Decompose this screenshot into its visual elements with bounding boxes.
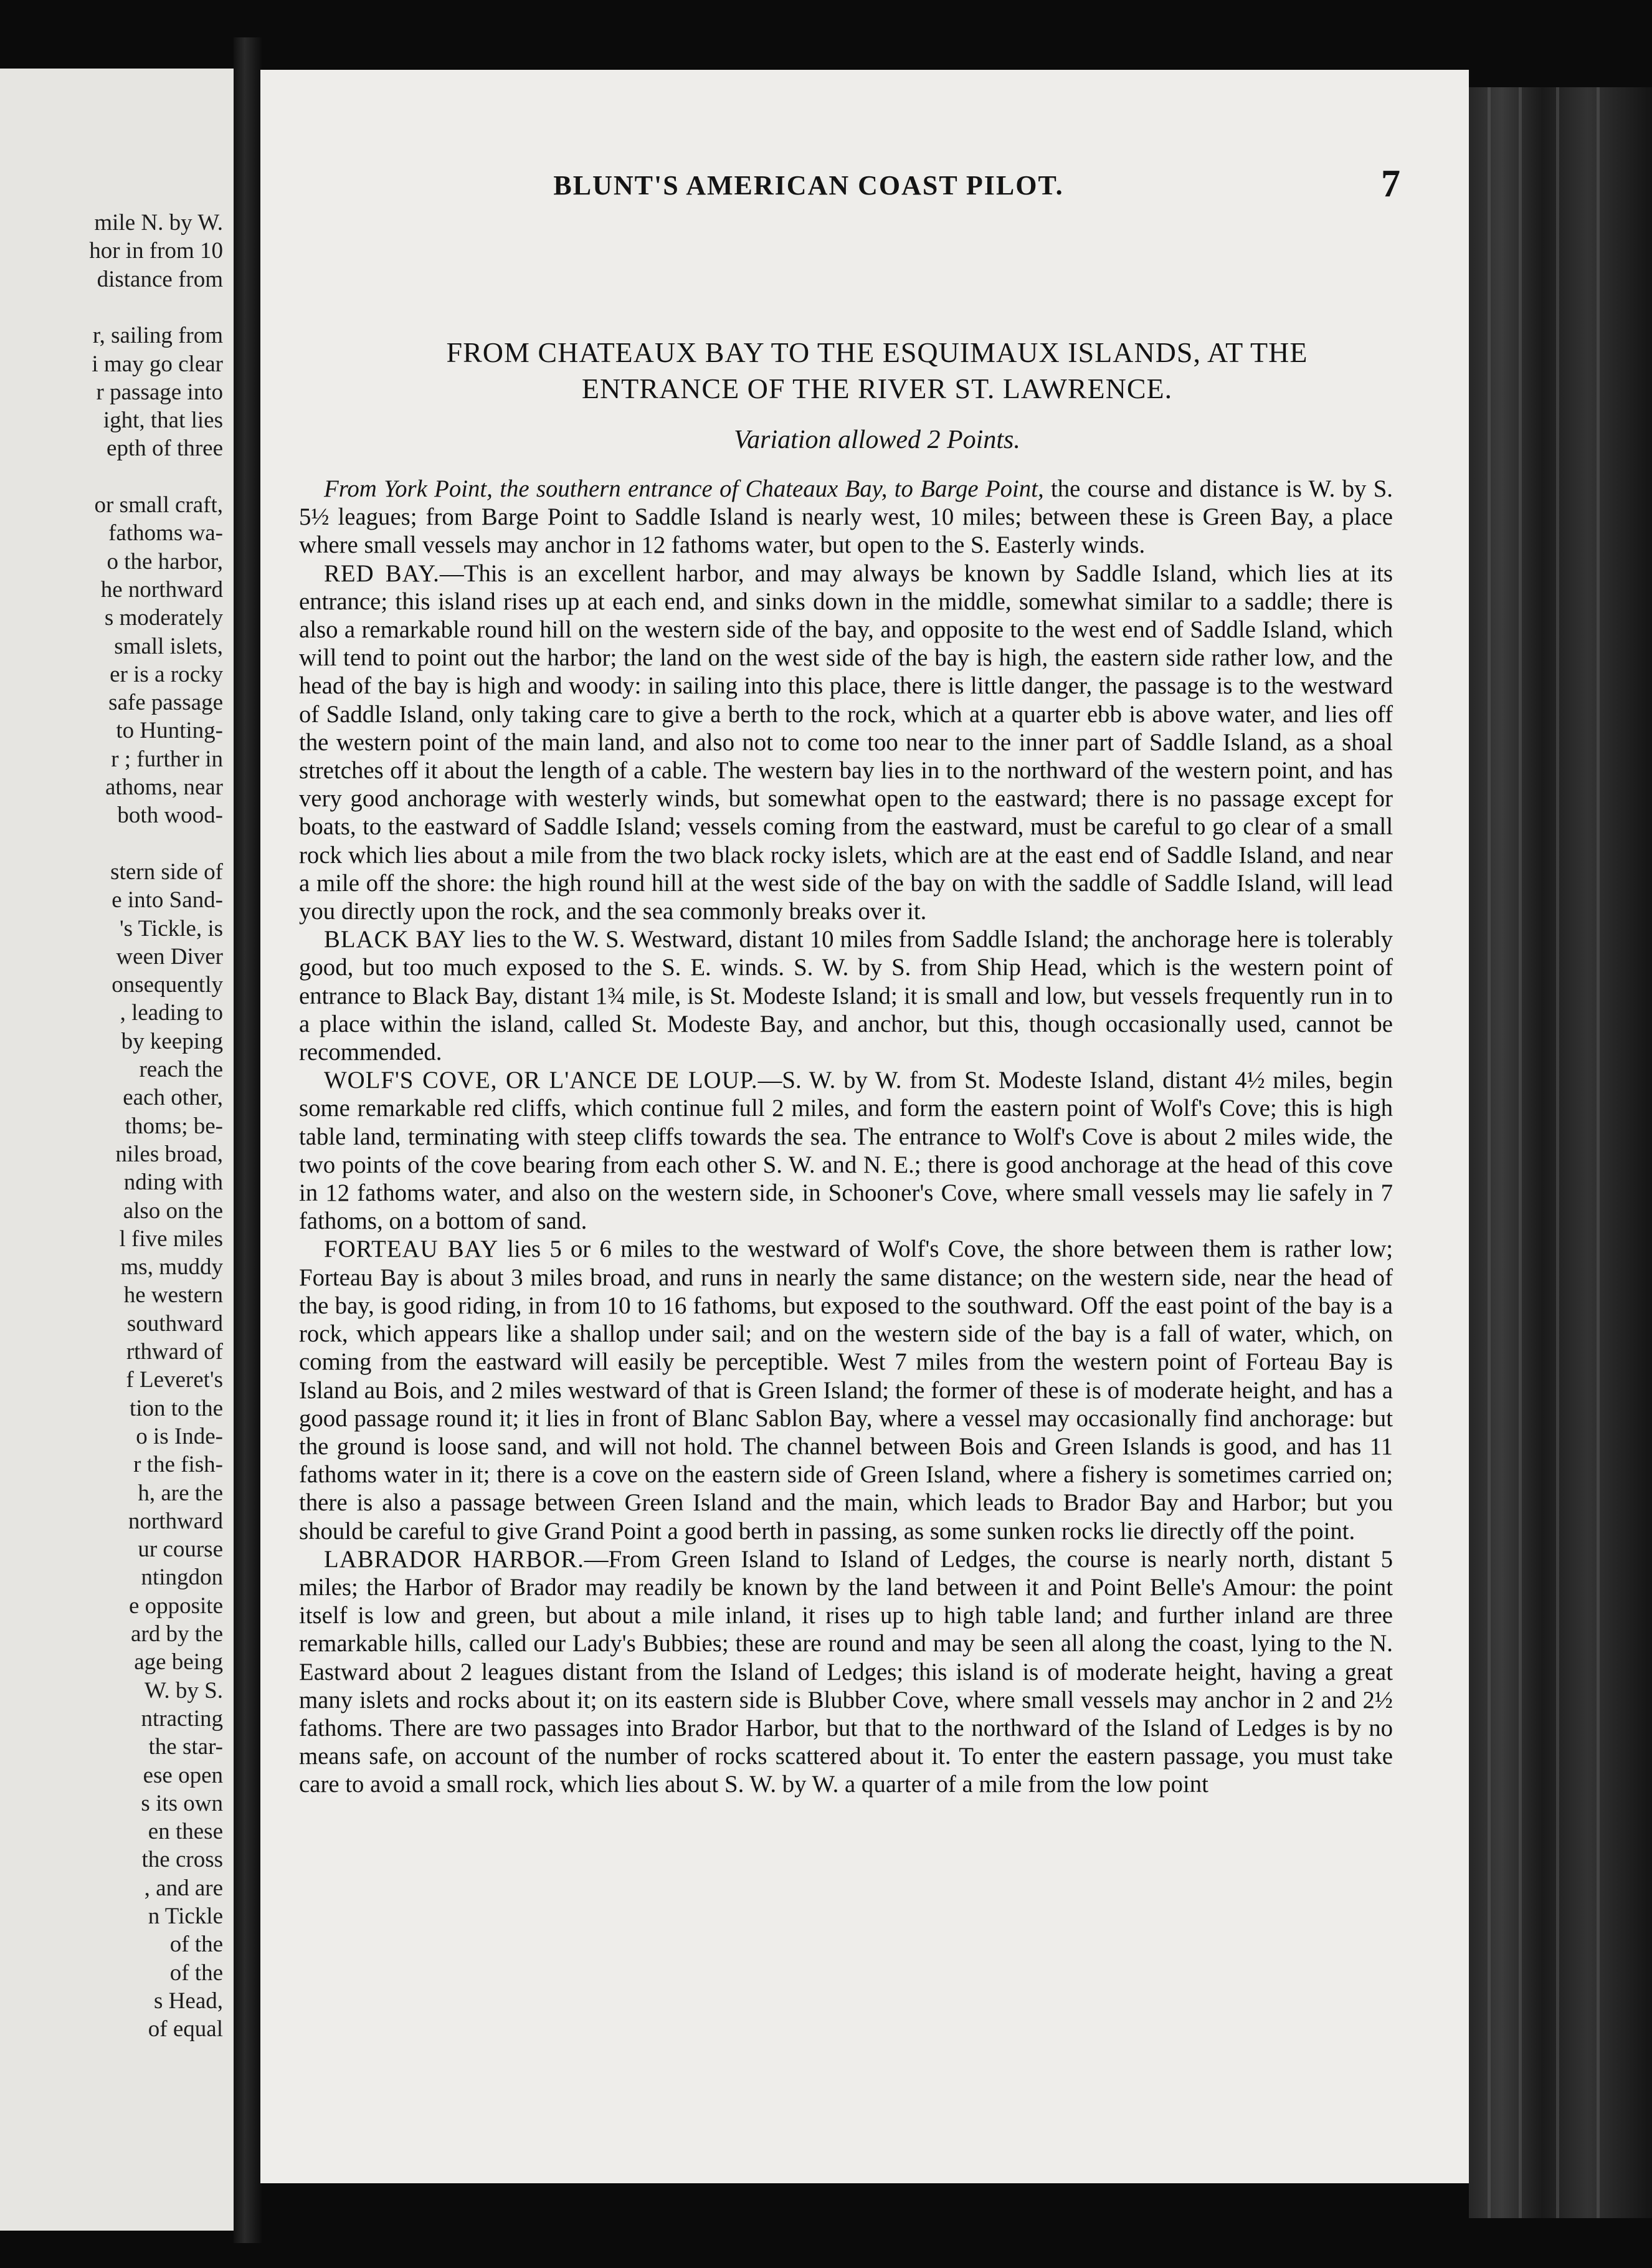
variation-note: Variation allowed 2 Points. (734, 426, 1020, 454)
previous-page-line: ntracting (141, 1705, 223, 1732)
previous-page-line: distance from (97, 266, 223, 292)
previous-page-line: , and are (144, 1875, 223, 1901)
previous-page-line: niles broad, (115, 1141, 223, 1167)
previous-page-line: the cross (141, 1847, 223, 1873)
previous-page-line: age being (134, 1649, 223, 1675)
previous-page-line: i may go clear (92, 351, 223, 377)
previous-page-line: safe passage (108, 690, 223, 716)
previous-page-line: ms, muddy (120, 1254, 223, 1280)
section-title-line-1: FROM CHATEAUX BAY TO THE ESQUIMAUX ISLANDS, AT THE (446, 336, 1308, 368)
paragraph-text: lies 5 or 6 miles to the westward of Wolf's Cove, the shore between them is rather low; Forteau Bay is about 3 miles broad, and runs in nearly the same distance; on the western side, near the head of the bay, is good riding, in from 10 to 16 fathoms, but exposed to the southward. Off the east point of the bay is a rock, which appears like a shallop under sail; and on the western side of the bay is a fall of water, which, on coming from the eastward will easily be perceptible. West 7 miles from the western point of Forteau Bay is Island au Bois, and 2 miles westward of that is Green Island; the former of these is of moderate height, and has a good passage round it; it lies in front of Blanc Sablon Bay, where a vessel may occasionally find anchorage: but the ground is loose sand, and will not hold. The channel between Bois and Green Islands is good, and has 11 fathoms water in it; there is a cove on the eastern side of Green Island, where a fishery is sometimes carried on; there is also a passage between Green Island and the main, which leads to Brador Bay and Harbor; but you should be careful to give Grand Point a good berth in passing, as some sunken rocks lie directly off the point. (299, 1236, 1393, 1545)
paragraph-red-bay (299, 560, 1393, 926)
previous-page-line: s moderately (104, 605, 223, 631)
paragraph-text: lies to the W. S. Westward, distant 10 miles from Saddle Island; the anchorage here is tolerably good, but too much exposed to the S. E. winds. S. W. by S. from Ship Head, which is the western point of entrance to Black Bay, distant 1¾ mile, is St. Modeste Island; it is small and low, but vessels frequently run in to a place within the island, called St. Modeste Bay, and anchor, but this, though occasionally used, cannot be recommended. (299, 926, 1393, 1066)
paragraph-labrador-harbor (299, 1545, 1393, 1799)
previous-page-line: hor in from 10 (89, 238, 223, 264)
previous-page (0, 69, 237, 2231)
previous-page-line: nding with (123, 1170, 223, 1196)
previous-page-line: 's Tickle, is (119, 915, 223, 941)
previous-page-line: small islets, (114, 633, 223, 659)
previous-page-line: ese open (143, 1762, 223, 1788)
previous-page-line: o is Inde- (136, 1423, 223, 1449)
paragraph-text: —From Green Island to Island of Ledges, the course is nearly north, distant 5 miles; the Harbor of Brador may readily be known by the land between it and Point Belle's Amour: the point itself is low and green, but about a mile inland, it rises up to high table land; and further inland are three remarkable hills, called our Lady's Bubbies; these are round and may be seen all along the coast, lying to the N. Eastward about 2 leagues distant from the Island of Ledges; this island is of moderate height, having a great many islets and rocks about it; on its eastern side is Blubber Cove, where small vessels may anchor in 2 and 2½ fathoms. There are two passages into Brador Harbor, but that to the northward of the Island of Ledges is by no means safe, on account of the number of rocks scattered about it. To enter the eastern passage, you must take care to avoid a small rock, which lies about S. W. by W. a quarter of a mile from the low point (299, 1545, 1393, 1798)
paragraph-heading: WOLF'S COVE, OR L'ANCE DE LOUP. (324, 1067, 758, 1094)
previous-page-line: he western (123, 1282, 223, 1308)
previous-page-line: of the (169, 1960, 223, 1986)
section-title (354, 335, 1400, 407)
previous-page-line: southward (126, 1310, 223, 1336)
previous-page-line: by keeping (121, 1028, 223, 1054)
section-title-line-2: ENTRANCE OF THE RIVER ST. LAWRENCE. (581, 373, 1173, 404)
previous-page-line: l five miles (119, 1226, 223, 1252)
previous-page-line: ight, that lies (103, 407, 223, 434)
previous-page-line: o the harbor, (107, 548, 223, 574)
paragraph-black-bay (299, 925, 1393, 1066)
paragraph-heading: FORTEAU BAY (324, 1236, 499, 1263)
previous-page-line: ween Diver (116, 943, 223, 970)
previous-page-line: er is a rocky (110, 661, 223, 687)
previous-page-line: northward (128, 1508, 223, 1534)
previous-page-line: fathoms wa- (108, 520, 223, 546)
previous-page-line: s its own (141, 1790, 223, 1816)
paragraph-lead: From York Point, the southern entrance of Chateaux Bay, to Barge Point, (324, 475, 1044, 502)
previous-page-line: en these (148, 1819, 223, 1845)
previous-page-line: ard by the (131, 1621, 223, 1647)
book-page (260, 70, 1469, 2183)
previous-page-line: the star- (148, 1734, 223, 1760)
previous-page-line: or small craft, (94, 492, 223, 518)
previous-page-line: e into Sand- (112, 887, 223, 913)
previous-page-line: mile N. by W. (94, 210, 223, 236)
previous-page-line: r ; further in (111, 746, 223, 772)
previous-page-line: h, are the (138, 1480, 223, 1506)
paragraph-text: —This is an excellent harbor, and may always be known by Saddle Island, which lies at its entrance; this island rises up at each end, and sinks down in the middle, somewhat similar to a saddle; there is also a remarkable round hill on the western side of the bay, and opposite to the west end of Saddle Island, which will tend to point out the harbor; the land on the west side of the bay is high, the eastern side rather low, and the head of the bay is high and woody: in sailing into this place, there is little danger, the passage is to the westward of Saddle Island, only taking care to give a berth to the rock, which at a quarter ebb is above water, and lies off the western point of the main land, and also not to come too near to the inner part of Saddle Island, as a shoal stretches off it about the length of a cable. The western bay lies in to the northward of the western point, and has very good anchorage with westerly winds, but somewhat open to the eastward; there is no passage except for boats, to the eastward of Saddle Island; vessels coming from the eastward, must be careful to go clear of a small rock which lies about a mile from the two black rocky islets, which are at the east end of Saddle Island, and near a mile off the shore: the high round hill at the west side of the bay on with the saddle of Saddle Island, will lead you directly upon the rock, and the sea commonly breaks over it. (299, 560, 1393, 925)
previous-page-line: e opposite (128, 1593, 223, 1619)
previous-page-line: also on the (123, 1198, 223, 1224)
previous-page-line: n Tickle (148, 1904, 223, 1929)
previous-page-line: onsequently (112, 972, 223, 998)
page-number: 7 (1381, 163, 1400, 205)
previous-page-line: he northward (100, 576, 223, 603)
paragraph-heading: RED BAY. (324, 560, 440, 587)
previous-page-line: r, sailing from (92, 323, 223, 349)
previous-page-line: reach the (139, 1057, 223, 1082)
paragraph-heading: LABRADOR HARBOR. (324, 1545, 584, 1573)
body-text (299, 475, 1393, 1799)
previous-page-line: of the (169, 1932, 223, 1958)
previous-page-line: r passage into (96, 379, 223, 405)
previous-page-line: both wood- (117, 803, 223, 829)
previous-page-line: stern side of (110, 859, 223, 885)
previous-page-line: s Head, (154, 1988, 223, 2014)
previous-page-line: , leading to (120, 1000, 223, 1026)
paragraph-heading: BLACK BAY (324, 926, 467, 953)
previous-page-line: of equal (148, 2016, 223, 2042)
running-head: BLUNT'S AMERICAN COAST PILOT. (553, 170, 1064, 201)
previous-page-line: tion to the (129, 1395, 223, 1421)
previous-page-line: ur course (138, 1537, 223, 1563)
paragraph-wolfs-cove (299, 1066, 1393, 1235)
previous-page-line: ntingdon (141, 1565, 223, 1591)
previous-page-line: epth of three (107, 436, 223, 462)
previous-page-line: W. by S. (144, 1677, 223, 1703)
paragraph-text: —S. W. by W. from St. Modeste Island, distant 4½ miles, begin some remarkable red cliffs, which continue full 2 miles, and form the eastern point of Wolf's Cove; this is high table land, terminating with steep cliffs towards the sea. The entrance to Wolf's Cove is about 2 miles wide, the two points of the cove bearing from each other S. W. and N. E.; there is good anchorage at the head of this cove in 12 fathoms water, and also on the western side, in Schooner's Cove, where small vessels may lie safely in 7 fathoms, on a bottom of sand. (299, 1067, 1393, 1235)
page-edge-stack (1469, 87, 1652, 2218)
book-gutter (234, 37, 262, 2243)
previous-page-line: rthward of (126, 1339, 223, 1365)
previous-page-line: athoms, near (105, 774, 223, 800)
paragraph-intro (299, 475, 1393, 560)
previous-page-line: f Leveret's (126, 1367, 223, 1393)
previous-page-line: to Hunting- (116, 718, 223, 744)
previous-page-line: r the fish- (133, 1452, 223, 1478)
previous-page-line: each other, (123, 1085, 223, 1111)
previous-page-line: thoms; be- (125, 1113, 223, 1139)
paragraph-text: the course and distance is W. by S. 5½ leagues; from Barge Point to Saddle Island is nearly west, 10 miles; between these is Green Bay, a place where small vessels may anchor in 12 fathoms water, but open to the S. Easterly winds. (299, 475, 1393, 559)
paragraph-forteau-bay (299, 1235, 1393, 1545)
